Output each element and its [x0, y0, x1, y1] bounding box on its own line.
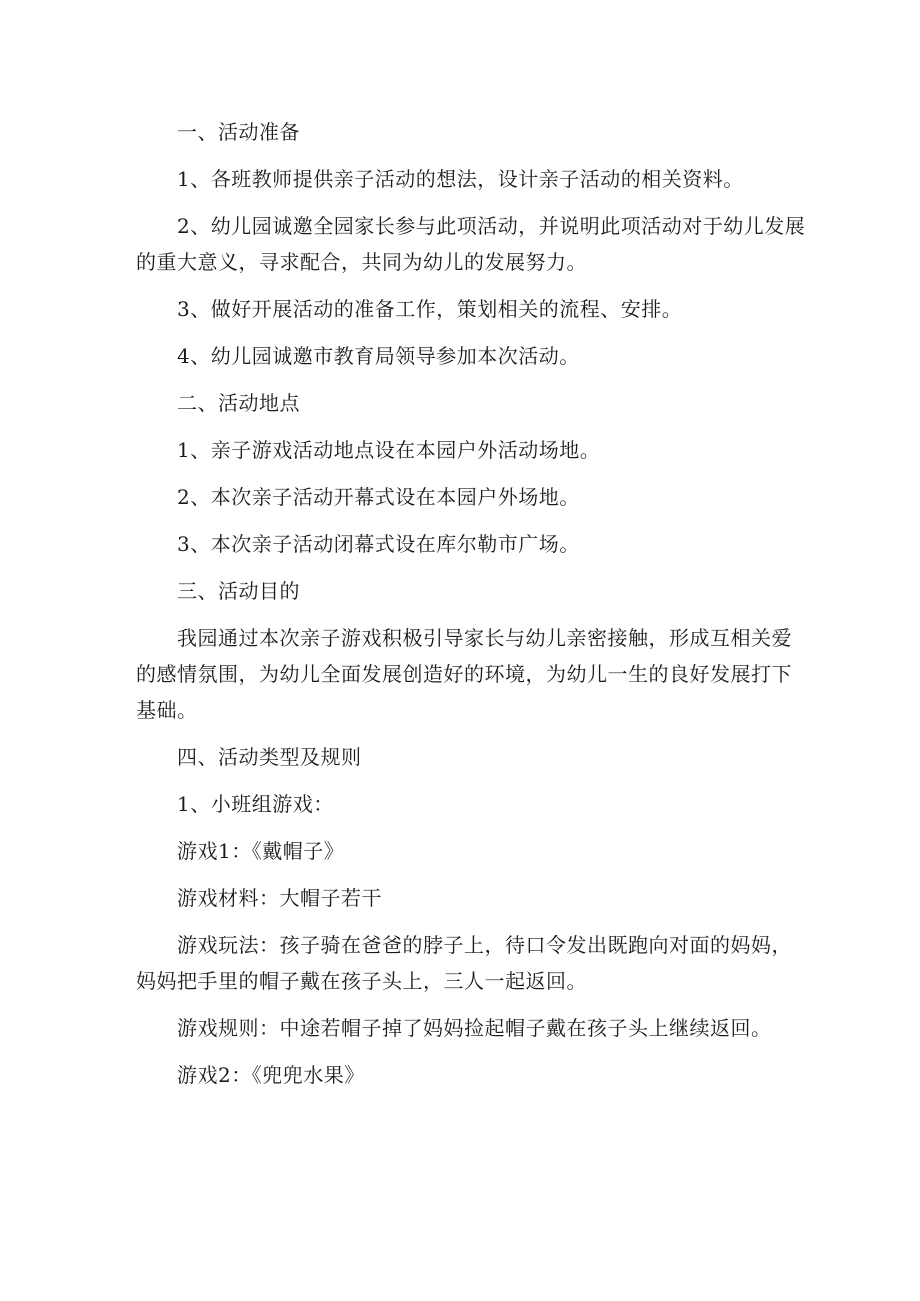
document-body	[136, 114, 806, 1104]
paragraph: 2、本次亲子活动开幕式设在本园户外场地。	[177, 485, 580, 509]
paragraph: 1、亲子游戏活动地点设在本园户外活动场地。	[177, 438, 601, 462]
paragraph: 4、幼儿园诚邀市教育局领导参加本次活动。	[177, 344, 580, 368]
paragraph: 游戏规则：中途若帽子掉了妈妈捡起帽子戴在孩子头上继续返回。	[177, 1016, 772, 1040]
paragraph: 3、本次亲子活动闭幕式设在库尔勒市广场。	[177, 532, 580, 556]
paragraph: 游戏2：《兜兜水果》	[177, 1063, 365, 1087]
section-heading-purpose: 三、活动目的	[177, 579, 300, 603]
paragraph: 1、小班组游戏：	[177, 792, 334, 816]
section-heading-preparation: 一、活动准备	[177, 120, 300, 144]
paragraph: 2、幼儿园诚邀全园家长参与此项活动，并说明此项活动对于幼儿发展的重大意义，寻求配合，共同为幼儿的发展努力。	[136, 214, 806, 274]
paragraph: 游戏材料：大帽子若干	[177, 886, 382, 910]
paragraph: 我园通过本次亲子游戏积极引导家长与幼儿亲密接触，形成互相关爱的感情氛围，为幼儿全面发展创造好的环境，为幼儿一生的良好发展打下基础。	[136, 626, 792, 722]
paragraph: 游戏玩法：孩子骑在爸爸的脖子上，待口令发出既跑向对面的妈妈，妈妈把手里的帽子戴在孩子头上，三人一起返回。	[136, 933, 792, 993]
section-heading-types-rules: 四、活动类型及规则	[177, 745, 362, 769]
section-heading-location: 二、活动地点	[177, 391, 300, 415]
paragraph: 1、各班教师提供亲子活动的想法，设计亲子活动的相关资料。	[177, 167, 744, 191]
paragraph: 游戏1：《戴帽子》	[177, 839, 345, 863]
paragraph: 3、做好开展活动的准备工作，策划相关的流程、安排。	[177, 297, 683, 321]
